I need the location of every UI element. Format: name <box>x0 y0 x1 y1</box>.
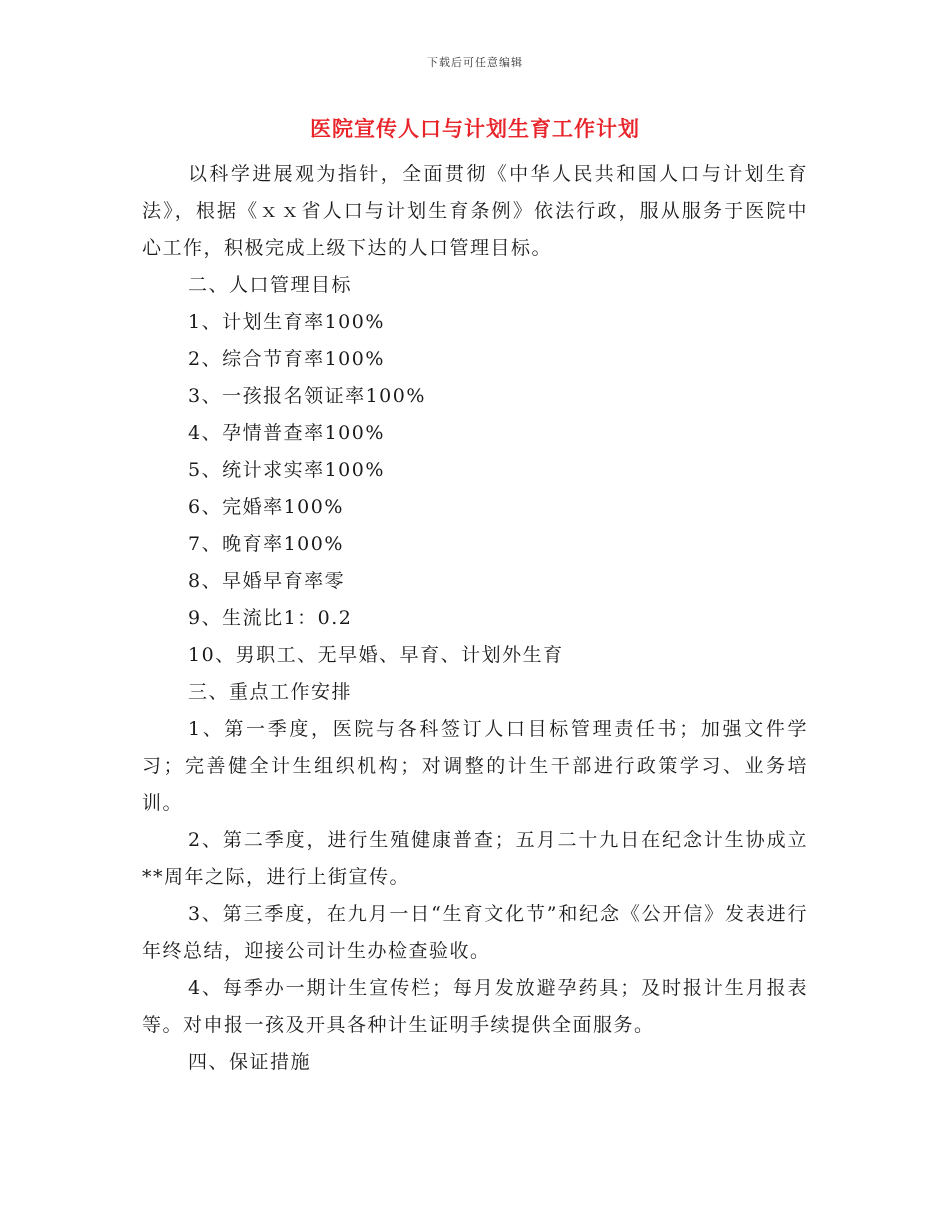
target-item: 4、孕情普查率100% <box>188 422 385 444</box>
document-title: 医院宣传人口与计划生育工作计划 <box>310 116 640 141</box>
header-note: 下载后可任意编辑 <box>427 56 523 69</box>
target-item: 1、计划生育率100% <box>188 311 385 333</box>
section-heading-schedule: 三、重点工作安排 <box>188 681 353 703</box>
target-item: 3、一孩报名领证率100% <box>188 385 426 407</box>
schedule-item: 1、第一季度，医院与各科签订人口目标管理责任书；加强文件学习；完善健全计生组织机构；对调整的计生干部进行政策学习、业务培训。 <box>142 718 808 814</box>
target-item: 9、生流比1：0.2 <box>188 607 353 629</box>
target-item: 5、统计求实率100% <box>188 459 385 481</box>
target-item: 10、男职工、无早婚、早育、计划外生育 <box>188 644 564 666</box>
schedule-item: 3、第三季度，在九月一日“生育文化节”和纪念《公开信》发表进行年终总结，迎接公司计生办检查验收。 <box>142 903 808 962</box>
target-item: 6、完婚率100% <box>188 496 344 518</box>
target-item: 7、晚育率100% <box>188 533 344 555</box>
document-body <box>142 156 808 1081</box>
target-item: 8、早婚早育率零 <box>188 570 346 592</box>
section-heading-measures: 四、保证措施 <box>188 1051 312 1073</box>
schedule-item: 4、每季办一期计生宣传栏；每月发放避孕药具；及时报计生月报表等。对申报一孩及开具各种计生证明手续提供全面服务。 <box>142 977 808 1036</box>
intro-paragraph: 以科学进展观为指针，全面贯彻《中华人民共和国人口与计划生育法》，根据《ｘｘ省人口与计划生育条例》依法行政，服从服务于医院中心工作，积极完成上级下达的人口管理目标。 <box>142 163 808 259</box>
schedule-item: 2、第二季度，进行生殖健康普查；五月二十九日在纪念计生协成立**周年之际，进行上街宣传。 <box>142 829 808 888</box>
section-heading-targets: 二、人口管理目标 <box>188 274 353 296</box>
target-item: 2、综合节育率100% <box>188 348 385 370</box>
